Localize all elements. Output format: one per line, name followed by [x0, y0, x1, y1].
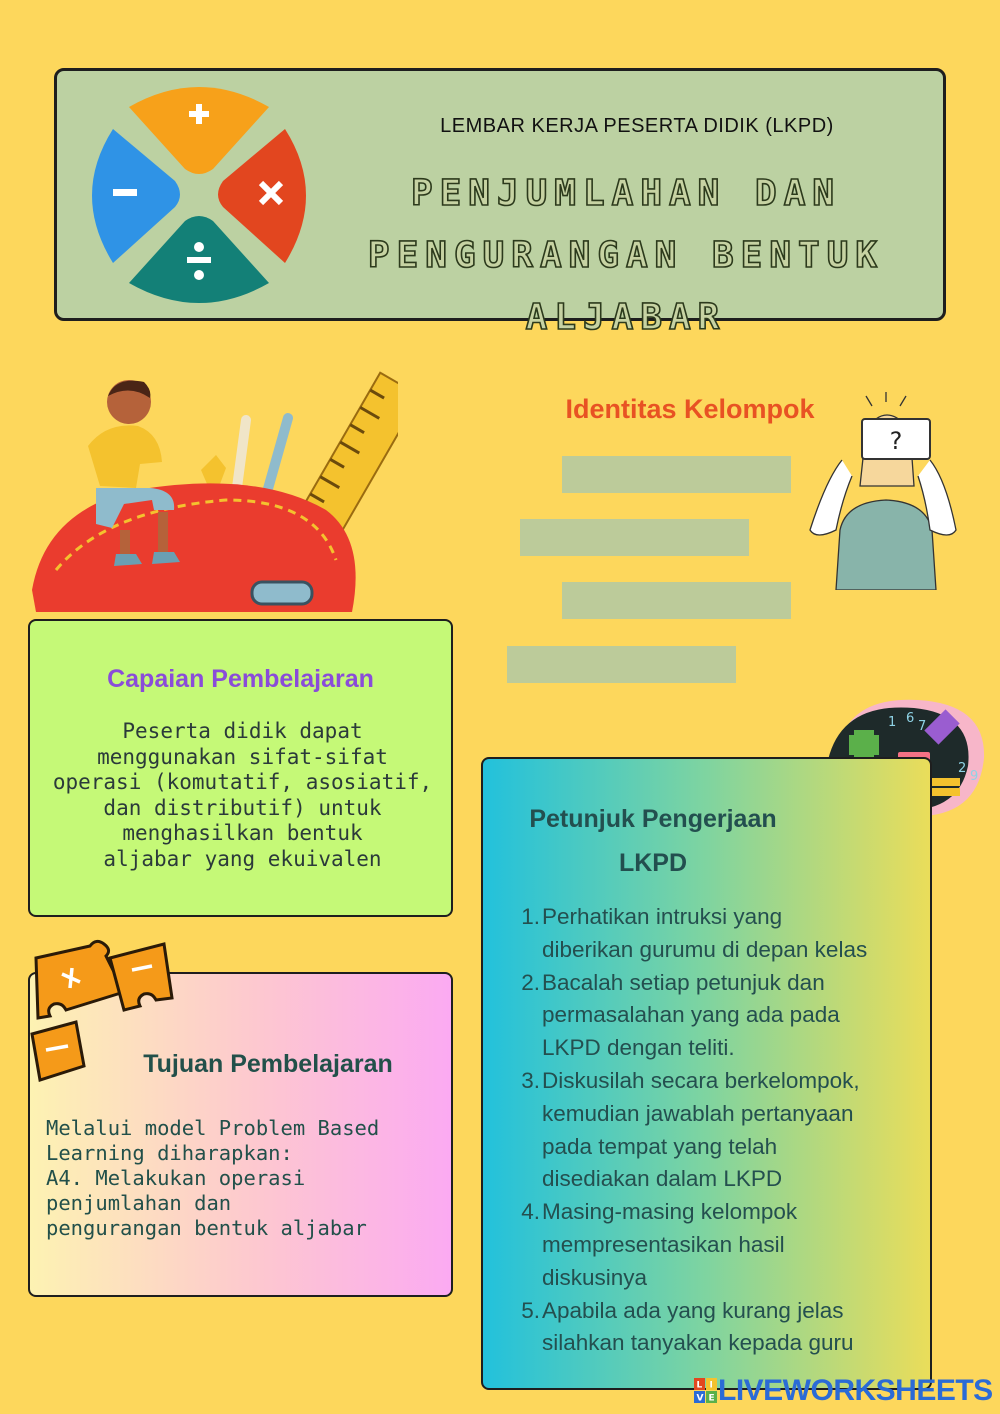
capaian-card	[28, 619, 453, 917]
logo-letter: E	[708, 1393, 715, 1404]
capaian-line: dan distributif) untuk	[103, 795, 382, 820]
header-banner	[54, 68, 946, 338]
list-item-text	[542, 901, 867, 967]
list-item-text	[542, 967, 840, 1065]
svg-text:9: 9	[970, 769, 979, 784]
watermark-text: LIVEWORKSHEETS	[718, 1374, 993, 1407]
capaian-text	[50, 719, 435, 872]
logo-letter: I	[709, 1380, 713, 1391]
tujuan-title: Tujuan Pembelajaran	[143, 1050, 393, 1078]
identitas-title: Identitas Kelompok	[565, 394, 815, 424]
list-item-number: 5.	[521, 1297, 540, 1323]
list-item-text	[542, 1065, 860, 1196]
logo-letter: L	[696, 1380, 703, 1391]
boy-pencilcase-illustration	[26, 360, 398, 620]
capaian-line: aljabar yang ekuivalen	[103, 846, 382, 871]
page-title	[311, 163, 941, 349]
header-subtitle: LEMBAR KERJA PESERTA DIDIK (LKPD)	[440, 115, 834, 137]
list-item-line: Apabila ada yang kurang jelas	[542, 1297, 844, 1323]
title-line-1: PENJUMLAHAN DAN	[410, 173, 842, 214]
list-item	[509, 967, 919, 1065]
identitas-field-3[interactable]	[562, 582, 791, 619]
svg-text:7: 7	[918, 719, 927, 734]
list-item	[509, 1295, 919, 1361]
capaian-line: Peserta didik dapat	[122, 719, 363, 743]
identitas-field-1[interactable]	[562, 456, 791, 493]
puzzle-pieces-illustration	[26, 938, 176, 1086]
capaian-line: menggunakan sifat-sifat	[97, 744, 388, 769]
tujuan-line: Learning diharapkan:	[46, 1141, 293, 1165]
list-item-text	[542, 1196, 797, 1294]
list-item-line: LKPD dengan teliti.	[542, 1035, 735, 1061]
title-line-2: PENGURANGAN BENTUK ALJABAR	[367, 235, 885, 338]
list-item-line: pada tempat yang telah	[542, 1133, 778, 1159]
tujuan-line: A4. Melakukan operasi	[46, 1166, 306, 1190]
list-item	[509, 1065, 919, 1196]
list-item-line: Masing-masing kelompok	[542, 1199, 798, 1225]
list-item-line: permasalahan yang ada pada	[542, 1002, 840, 1028]
tujuan-line: penjumlahan dan	[46, 1191, 232, 1215]
capaian-line: operasi (komutatif, asosiatif,	[52, 770, 433, 794]
math-operators-emblem	[83, 77, 315, 313]
list-item-line: disediakan dalam LKPD	[542, 1166, 783, 1192]
svg-text:2: 2	[958, 761, 967, 776]
list-item	[509, 901, 919, 967]
list-item	[509, 1196, 919, 1294]
list-item-number: 1.	[521, 904, 540, 929]
logo-letter: V	[696, 1393, 704, 1404]
tujuan-text	[46, 1116, 446, 1241]
list-item-line: diberikan gurumu di depan kelas	[542, 936, 868, 962]
question-woman-illustration	[806, 390, 960, 590]
petunjuk-title	[513, 797, 793, 885]
tujuan-line: Melalui model Problem Based	[46, 1116, 380, 1140]
capaian-title: Capaian Pembelajaran	[107, 665, 374, 693]
liveworksheets-watermark[interactable]	[694, 1374, 993, 1408]
capaian-line: menghasilkan bentuk	[122, 821, 363, 845]
list-item-line: kemudian jawablah pertanyaan	[542, 1100, 854, 1126]
question-mark: ?	[889, 427, 903, 455]
svg-text:6: 6	[906, 711, 915, 726]
list-item-number: 3.	[521, 1067, 540, 1093]
list-item-line: Diskusilah secara berkelompok,	[542, 1067, 860, 1093]
petunjuk-card	[481, 757, 932, 1390]
petunjuk-title-line-2: LKPD	[618, 849, 688, 877]
list-item-line: Perhatikan intruksi yang	[542, 904, 783, 929]
petunjuk-list	[509, 901, 919, 1360]
list-item-number: 4.	[521, 1199, 540, 1225]
list-item-line: mempresentasikan hasil	[542, 1231, 785, 1257]
svg-text:1: 1	[888, 715, 897, 730]
identitas-field-2[interactable]	[520, 519, 749, 556]
identitas-field-4[interactable]	[507, 646, 736, 683]
tujuan-line: pengurangan bentuk aljabar	[46, 1216, 367, 1240]
list-item-number: 2.	[521, 969, 540, 995]
list-item-text	[542, 1295, 853, 1361]
list-item-line: silahkan tanyakan kepada guru	[542, 1330, 854, 1356]
list-item-line: diskusinya	[542, 1264, 648, 1290]
petunjuk-title-line-1: Petunjuk Pengerjaan	[529, 805, 777, 833]
liveworksheets-logo-icon	[694, 1378, 718, 1404]
list-item-line: Bacalah setiap petunjuk dan	[542, 969, 825, 995]
